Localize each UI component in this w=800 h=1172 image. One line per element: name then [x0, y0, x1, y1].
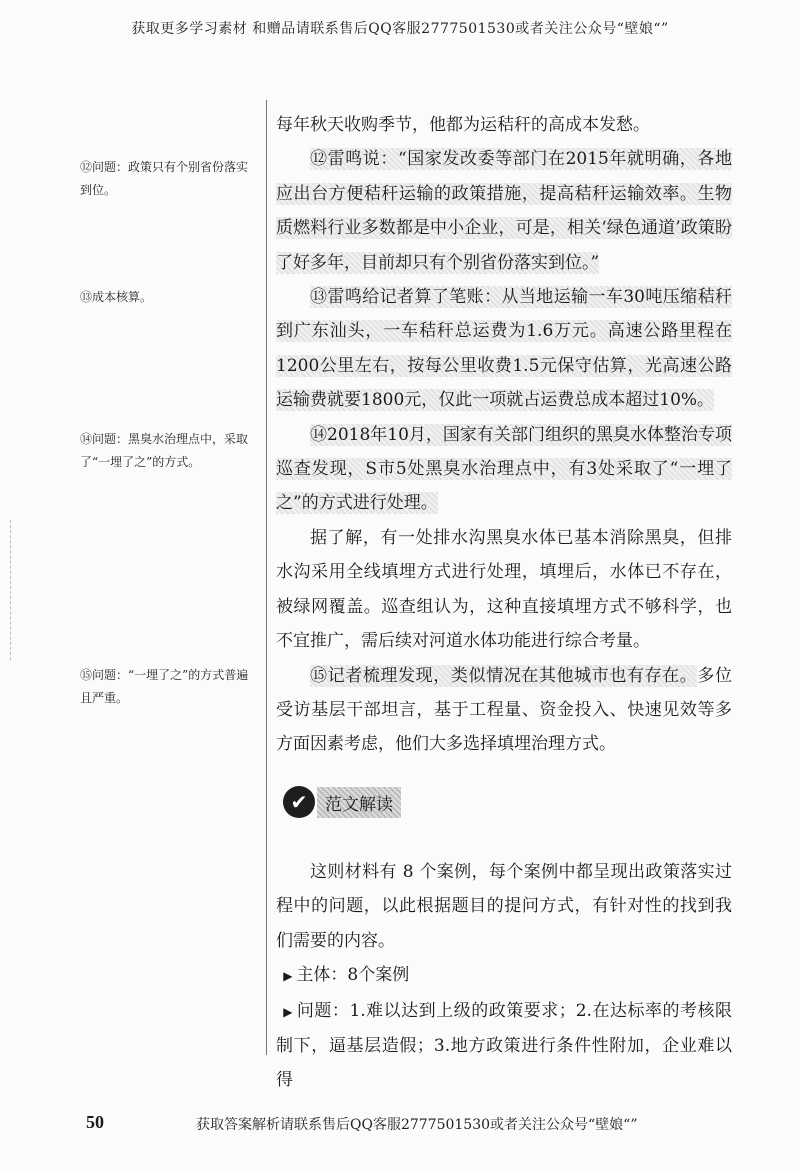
margin-note-15: ⑮问题：“一埋了之”的方式普遍且严重。 [80, 668, 249, 705]
bullet-text: 问题：1.难以达到上级的政策要求；2.在达标率的考核限制下，逼基层造假；3.地方政策进行条件性附加，企业难以得 [276, 1000, 732, 1091]
paragraph-text: 据了解，有一处排水沟黑臭水体已基本消除黑臭，但排水沟采用全线填埋方式进行处理，填埋后，水体已不存在，被绿网覆盖。巡查组认为，这种直接填埋方式不够科学，也不宜推广，需后续对河道水体功能进行综合考量。 [276, 527, 732, 652]
bullet-item [276, 958, 732, 993]
bullet-text: 主体：8个案例 [296, 965, 410, 986]
paragraph-text: 多位受访基层干部坦言，基于工程量、资金投入、快速见效等多方面因素考虑，他们大多选择填埋治理方式。 [276, 665, 732, 755]
checkmark-icon: ✔ [283, 786, 315, 818]
page-header: 获取更多学习素材 和赠品请联系售后QQ客服2777501530或者关注公众号“壁娘“” [131, 21, 669, 37]
paragraph-highlighted [276, 142, 732, 280]
paragraph [276, 521, 732, 659]
page-footer [0, 1110, 800, 1140]
scan-mark [10, 520, 12, 660]
margin-note-13: ⑬成本核算。 [80, 290, 153, 304]
bullet-item [276, 994, 732, 1098]
paragraph-partial-highlight [276, 659, 732, 762]
paragraph [276, 108, 732, 142]
margin-note-14: ⑭问题：黑臭水治理点中，采取了“一埋了之”的方式。 [80, 432, 249, 469]
analysis-intro: 这则材料有 8 个案例，每个案例中都呈现出政策落实过程中的问题，以此根据题目的提问方式，有针对性的找到我们需要的内容。 [276, 862, 732, 951]
margin-note-12: ⑫问题：政策只有个别省份落实到位。 [80, 160, 249, 197]
page-number: 50 [86, 1112, 104, 1132]
paragraph-text: 每年秋天收购季节，他都为运秸秆的高成本发愁。 [276, 115, 650, 135]
column-divider [266, 100, 267, 1055]
analysis-text [276, 855, 732, 1098]
section-heading [283, 784, 401, 820]
triangle-bullet-icon: ▶ [283, 969, 293, 984]
footer-text: 获取答案解析请联系售后QQ客服2777501530或者关注公众号“壁娘“” [196, 1117, 638, 1133]
paragraph-highlighted [276, 418, 732, 521]
highlight-text: ⑬雷鸣给记者算了笔账：从当地运输一车30吨压缩秸秆到广东汕头，一车秸秆总运费为1.6万元。高速公路里程在1200公里左右，按每公里收费1.5元保守估算，光高速公路运输费就要1800元，仅此一项就占运费总成本超过10%。 [276, 287, 732, 411]
section-title: 范文解读 [317, 787, 401, 818]
highlight-text: ⑫雷鸣说：“国家发改委等部门在2015年就明确，各地应出台方便秸秆运输的政策措施，提高秸秆运输效率。生物质燃料行业多数都是中小企业，可是，相关‘绿色通道’政策盼了好多年，目前却只有个别省份落实到位。” [276, 149, 732, 273]
triangle-bullet-icon: ▶ [283, 1004, 293, 1019]
main-text [276, 108, 732, 762]
highlight-text: ⑮记者梳理发现，类似情况在其他城市也有存在。 [310, 665, 698, 686]
highlight-text: ⑭2018年10月，国家有关部门组织的黑臭水体整治专项巡查发现，S市5处黑臭水治理点中，有3处采取了“一埋了之”的方式进行处理。 [276, 424, 732, 514]
paragraph-highlighted [276, 280, 732, 418]
